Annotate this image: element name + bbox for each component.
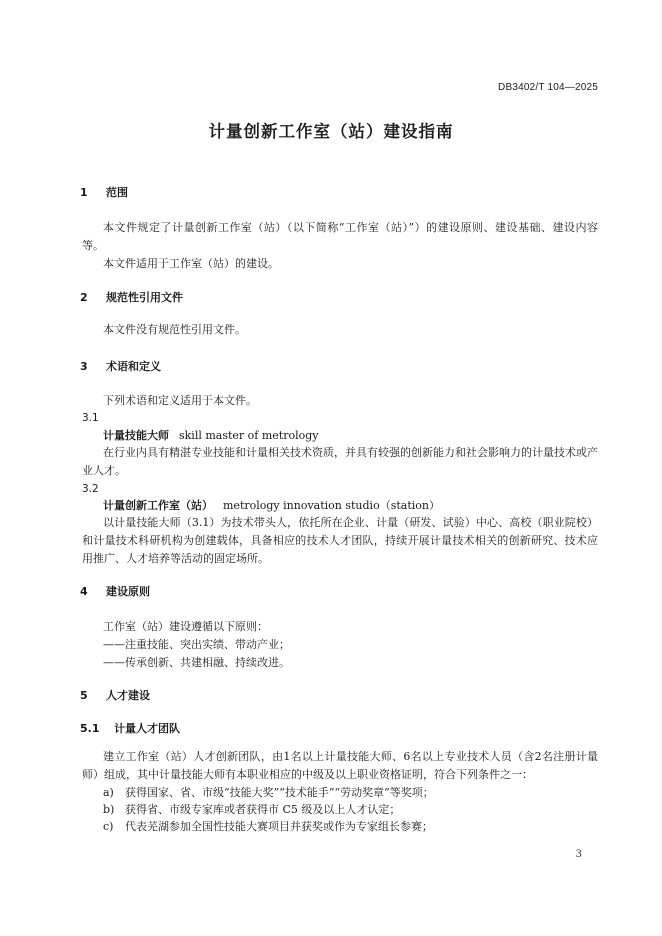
section-2-paragraph-1: 本文件没有规范性引用文件。 [103, 323, 246, 336]
term-3-1-definition: 在行业内具有精湛专业技能和计量相关技术资质，并具有较强的创新能力和社会影响力的计量技术或产业人才。 [82, 446, 598, 477]
section-5-1-paragraph-1: 建立工作室（站）人才创新团队，由1名以上计量技能大师、6名以上专业技术人员（含2名注册计量师）组成，其中计量技能大师有本职业相应的中级及以上职业资格证明，符合下列条件之一： [82, 750, 598, 781]
page-title: 计量创新工作室（站）建设指南 [208, 122, 454, 141]
section-1-paragraph-2: 本文件适用于工作室（站）的建设。 [103, 257, 279, 270]
list-item-marker: c) [103, 820, 114, 833]
section-3-number: 3 [80, 360, 88, 373]
document-id: DB3402/T 104—2025 [498, 82, 598, 93]
section-5-1-number: 5.1 [80, 722, 100, 735]
page-number: 3 [575, 849, 582, 860]
section-4-intro: 工作室（站）建设遵循以下原则： [103, 620, 268, 633]
list-item-text: 获得省、市级专家库或者获得市 C5 级及以上人才认定； [125, 803, 401, 816]
list-item [103, 818, 598, 836]
list-item-marker: b) [103, 803, 115, 816]
section-4-title: 建设原则 [106, 585, 150, 598]
section-4-item-1: ——注重技能、突出实绩、带动产业； [103, 638, 290, 651]
section-2-heading [80, 289, 183, 307]
list-item-text: 获得国家、省、市级“技能大奖”“技术能手”“劳动奖章”等奖项； [125, 786, 434, 799]
term-3-1-en: skill master of metrology [179, 429, 319, 442]
section-1-heading [80, 184, 128, 202]
section-4-item-2: ——传承创新、共建相融、持续改进。 [103, 656, 290, 669]
section-4-heading [80, 583, 150, 601]
term-3-2-number: 3.2 [82, 483, 99, 495]
term-3-2-definition: 以计量技能大师（3.1）为技术带头人，依托所在企业、计量（研发、试验）中心、高校（职业院校）和计量技术科研机构为创建载体，具备相应的技术人才团队，持续开展计量技术相关的创新研究、技术应用推广、人才培养等活动的固定场所。 [82, 516, 598, 565]
term-3-2-zh: 计量创新工作室（站） [103, 499, 213, 512]
section-5-heading [80, 687, 150, 705]
section-5-number: 5 [80, 689, 88, 702]
section-2-title: 规范性引用文件 [106, 291, 183, 304]
list-item [103, 784, 598, 802]
section-1-number: 1 [80, 186, 88, 199]
section-1-title: 范围 [106, 186, 128, 199]
section-3-intro: 下列术语和定义适用于本文件。 [103, 394, 257, 407]
section-5-title: 人才建设 [106, 689, 150, 702]
section-5-1-title: 计量人才团队 [114, 722, 180, 735]
term-3-2-title [103, 497, 598, 515]
section-3-title: 术语和定义 [106, 360, 161, 373]
list-item [103, 801, 598, 819]
section-4-number: 4 [80, 585, 88, 598]
section-3-heading [80, 358, 161, 376]
list-item-text: 代表芜湖参加全国性技能大赛项目并获奖或作为专家组长参赛； [125, 820, 433, 833]
section-1-paragraph-1: 本文件规定了计量创新工作室（站）（以下简称“工作室（站）”）的建设原则、建设基础、建设内容等。 [82, 221, 598, 252]
section-2-number: 2 [80, 291, 88, 304]
section-5-1-heading [80, 720, 180, 738]
term-3-2-en: metrology innovation studio（station） [223, 499, 440, 512]
term-3-1-title [103, 427, 598, 445]
list-item-marker: a) [103, 786, 114, 799]
term-3-1-number: 3.1 [82, 412, 99, 424]
term-3-1-zh: 计量技能大师 [103, 429, 169, 442]
